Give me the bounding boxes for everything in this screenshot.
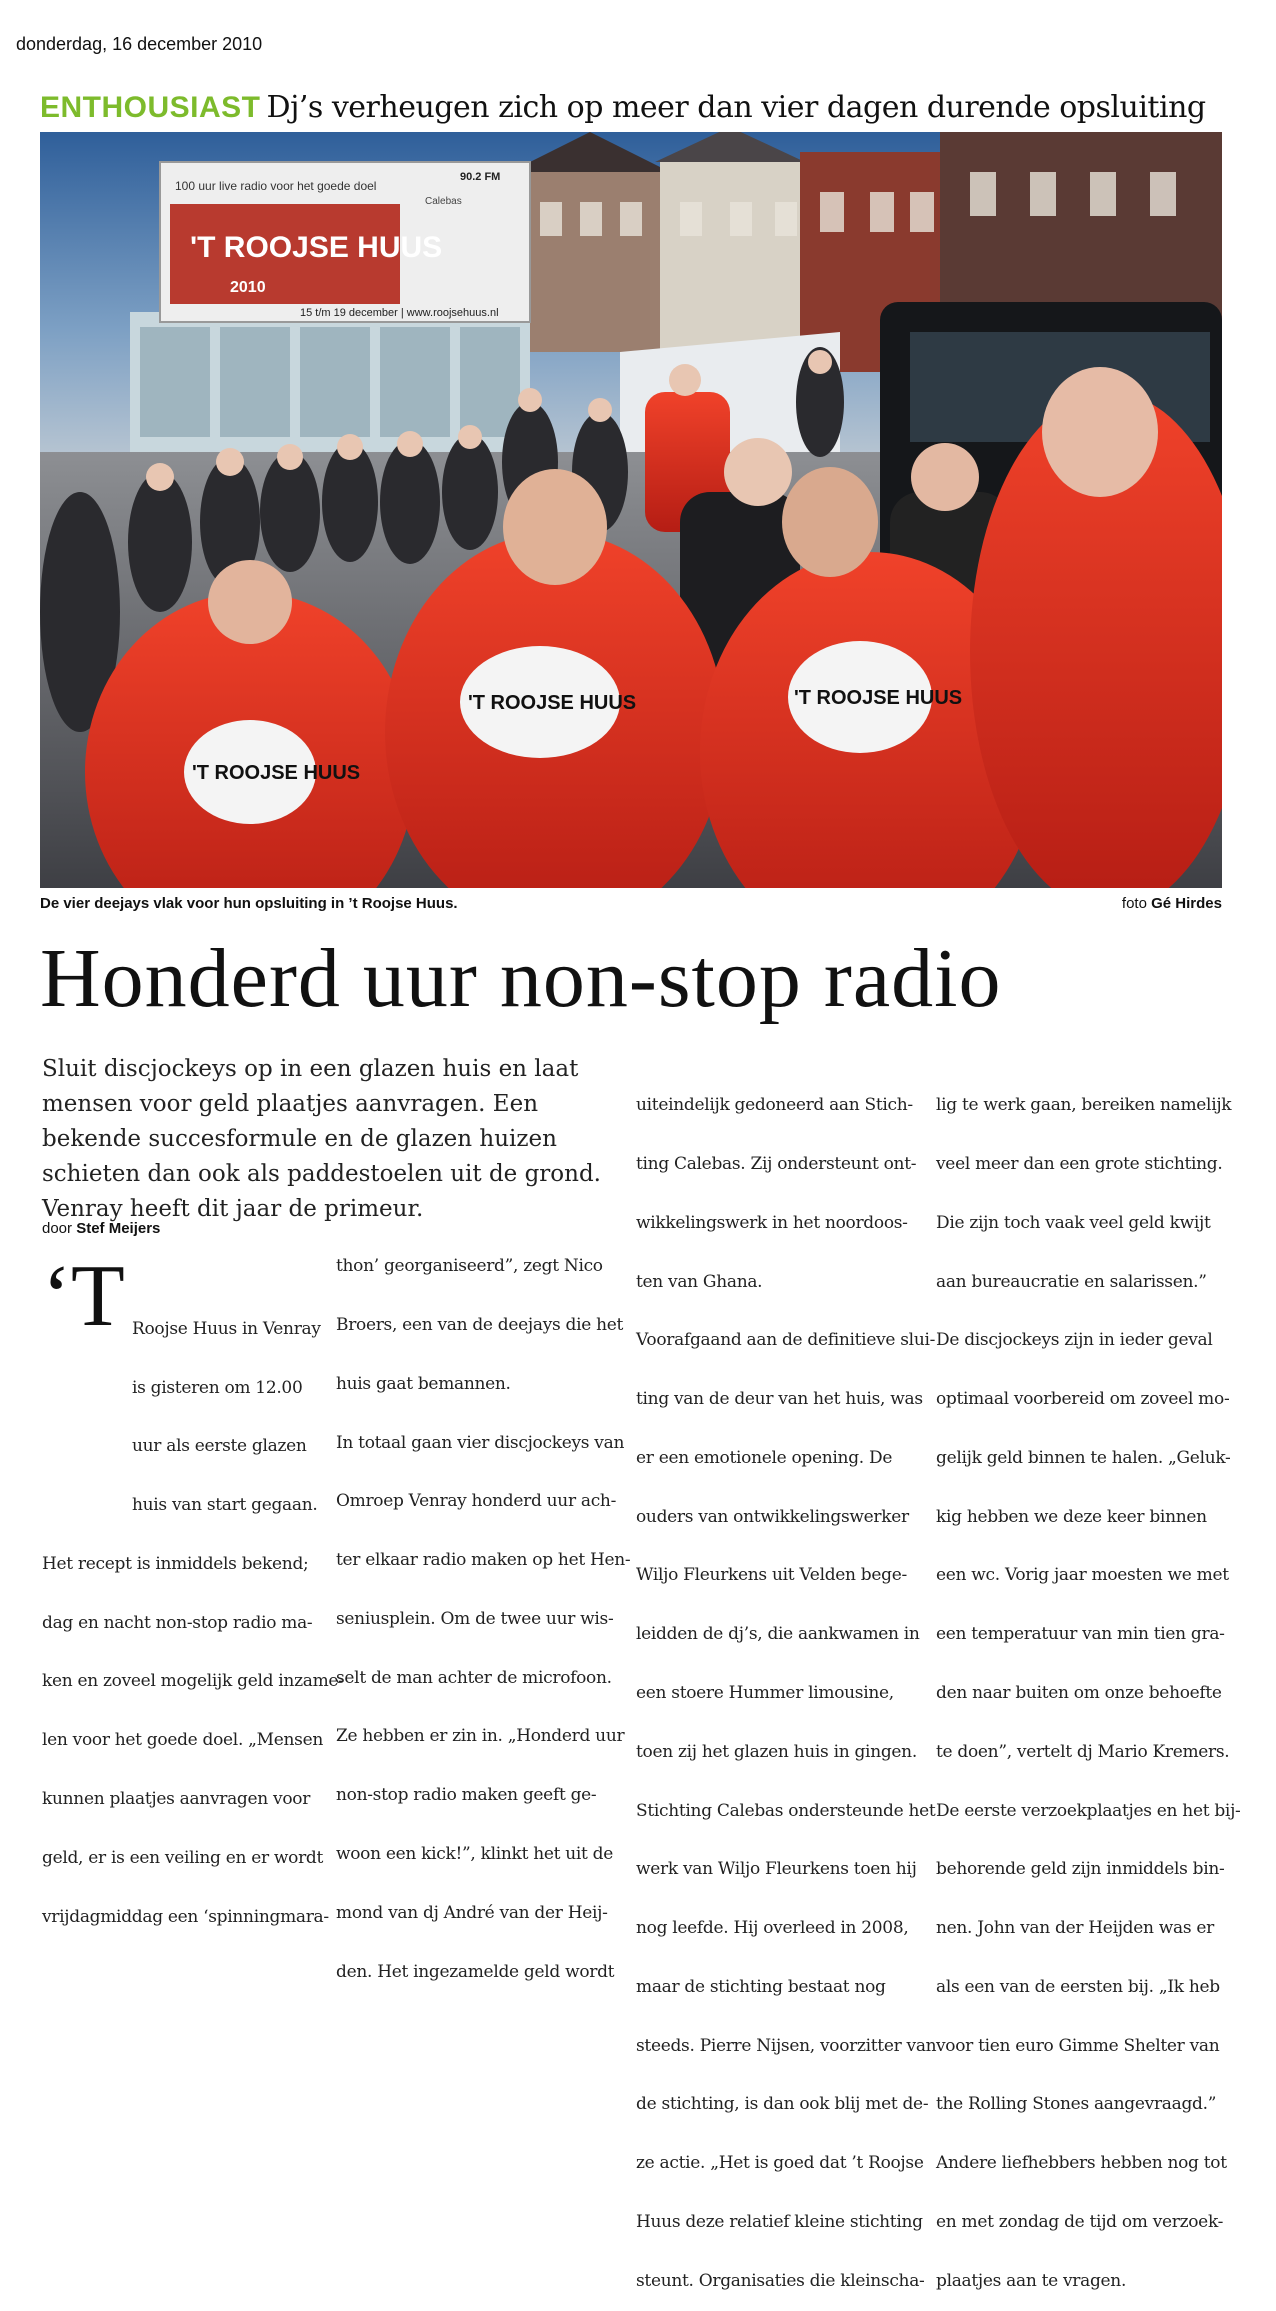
text-line: Roojse Huus in Venray: [132, 1318, 321, 1339]
text-line: een wc. Vorig jaar moesten we met: [936, 1565, 1229, 1586]
text-line: maar de stichting bestaat nog: [636, 1976, 886, 1997]
text-line: behorende geld zijn inmiddels bin-: [936, 1859, 1225, 1880]
text-line: geld, er is een veiling en er wordt: [42, 1847, 324, 1868]
text-line: er een emotionele opening. De: [636, 1447, 893, 1468]
photo-caption: De vier deejays vlak voor hun opsluiting in ’t Roojse Huus.: [40, 895, 458, 912]
text-line: De eerste verzoekplaatjes en het bij-: [936, 1800, 1241, 1821]
text-line: steeds. Pierre Nijsen, voorzitter van: [636, 2035, 937, 2056]
credit-name: Gé Hirdes: [1151, 895, 1222, 912]
text-line: den naar buiten om onze behoefte: [936, 1683, 1222, 1703]
text-line: vrijdagmiddag een ‘spinningmara-: [42, 1906, 329, 1927]
text-line: mond van dj André van der Heij-: [336, 1902, 608, 1923]
banner-line1: 100 uur live radio voor het goede doel: [175, 179, 377, 193]
text-line: ting van de deur van het huis, was: [636, 1389, 923, 1410]
text-line: dag en nacht non-stop radio ma-: [42, 1612, 313, 1633]
text-line: plaatjes aan te vragen.: [936, 2270, 1127, 2291]
jacket-logo-3: 'T ROOJSE HUUS: [794, 687, 963, 709]
text-line: Huus deze relatief kleine stichting: [636, 2212, 923, 2233]
text-line: Het recept is inmiddels bekend;: [42, 1553, 309, 1574]
article-column-2: [336, 1218, 631, 2002]
text-line: seniusplein. Om de twee uur wis-: [336, 1608, 614, 1629]
news-photo: [40, 132, 1222, 888]
text-line: leidden de dj’s, die aankwamen in: [636, 1624, 920, 1645]
text-line: In totaal gaan vier discjockeys van: [336, 1432, 625, 1453]
text-line: kunnen plaatjes aanvragen voor: [42, 1789, 311, 1810]
banner-dates: 15 t/m 19 december | www.roojsehuus.nl: [300, 307, 499, 319]
text-line: ten van Ghana.: [636, 1271, 763, 1292]
text-line: thon’ georganiseerd”, zegt Nico: [336, 1256, 603, 1277]
headline: Honderd uur non-stop radio: [40, 932, 1002, 1025]
text-line: steunt. Organisaties die kleinscha-: [636, 2270, 925, 2291]
text-line: en met zondag de tijd om verzoek-: [936, 2212, 1224, 2233]
text-line: toen zij het glazen huis in gingen.: [636, 1741, 917, 1762]
text-line: de stichting, is dan ook blij met de-: [636, 2094, 929, 2115]
text-line: Voorafgaand aan de definitieve slui-: [636, 1330, 936, 1351]
text-line: non-stop radio maken geeft ge-: [336, 1785, 597, 1806]
drop-cap: ‘T: [42, 1248, 125, 1345]
lead-paragraph: Sluit discjockeys op in een glazen huis en laat mensen voor geld plaatjes aanvragen. Een bekende succesformule en de glazen huizen schieten dan ook als paddestoelen uit de grond. Venray heeft dit jaar de primeur.: [42, 1056, 601, 1222]
text-line: als een van de eersten bij. „Ik heb: [936, 1976, 1220, 1997]
article-column-1: [42, 1248, 344, 1947]
banner-logo: 'T ROOJSE HUUS: [190, 231, 443, 264]
text-line: woon een kick!”, klinkt het uit de: [336, 1844, 614, 1864]
text-line: wikkelingswerk in het noordoos-: [636, 1212, 908, 1233]
text-line: ken en zoveel mogelijk geld inzame-: [42, 1671, 344, 1692]
byline-prefix: door: [42, 1220, 73, 1237]
text-line: Omroep Venray honderd uur ach-: [336, 1491, 617, 1512]
text-line: Andere liefhebbers hebben nog tot: [936, 2153, 1227, 2174]
byline: [42, 1220, 160, 1237]
text-line: nog leefde. Hij overleed in 2008,: [636, 1918, 909, 1939]
edition-date: donderdag, 16 december 2010: [16, 34, 263, 54]
text-line: Wiljo Fleurkens uit Velden bege-: [636, 1565, 907, 1586]
text-line: werk van Wiljo Fleurkens toen hij: [636, 1859, 917, 1880]
kicker: [40, 90, 1206, 125]
text-line: len voor het goede doel. „Mensen: [42, 1730, 324, 1751]
text-line: ouders van ontwikkelingswerker: [636, 1506, 909, 1527]
jacket-logo-2: 'T ROOJSE HUUS: [468, 692, 637, 714]
text-line: kig hebben we deze keer binnen: [936, 1506, 1207, 1527]
text-line: huis van start gegaan.: [132, 1495, 318, 1516]
article-column-4: [936, 1057, 1241, 2311]
text-line: Broers, een van de deejays die het: [336, 1314, 624, 1335]
text-line: the Rolling Stones aangevraagd.”: [936, 2094, 1217, 2115]
text-line: uiteindelijk gedoneerd aan Stich-: [636, 1095, 913, 1116]
text-line: is gisteren om 12.00: [132, 1377, 303, 1398]
text-line: veel meer dan een grote stichting.: [936, 1153, 1223, 1174]
text-line: ze actie. „Het is goed dat ’t Roojse: [636, 2153, 924, 2174]
text-line: selt de man achter de microfoon.: [336, 1667, 612, 1688]
credit-prefix: foto: [1121, 895, 1147, 912]
text-line: Stichting Calebas ondersteunde het: [636, 1800, 936, 1821]
photo-credit: [1122, 895, 1222, 912]
banner-calebas: Calebas: [425, 196, 462, 207]
text-line: lig te werk gaan, bereiken namelijk: [936, 1095, 1232, 1116]
text-line: ting Calebas. Zij ondersteunt ont-: [636, 1153, 917, 1174]
byline-author: Stef Meijers: [76, 1220, 161, 1237]
text-line: De discjockeys zijn in ieder geval: [936, 1330, 1213, 1351]
kicker-text: Dj’s verheugen zich op meer dan vier dagen durende opsluiting: [266, 90, 1206, 125]
jacket-logo-1: 'T ROOJSE HUUS: [192, 762, 361, 784]
text-line: uur als eerste glazen: [132, 1436, 307, 1457]
text-line: te doen”, vertelt dj Mario Kremers.: [936, 1741, 1230, 1762]
text-line: gelijk geld binnen te halen. „Geluk-: [936, 1447, 1231, 1468]
banner-year: 2010: [230, 279, 266, 296]
text-line: huis gaat bemannen.: [336, 1373, 511, 1394]
text-line: een stoere Hummer limousine,: [636, 1683, 894, 1703]
text-line: een temperatuur van min tien gra-: [936, 1624, 1225, 1645]
text-line: Die zijn toch vaak veel geld kwijt: [936, 1212, 1211, 1233]
text-line: Ze hebben er zin in. „Honderd uur: [336, 1726, 625, 1747]
text-line: voor tien euro Gimme Shelter van: [936, 2035, 1220, 2056]
kicker-tag: ENTHOUSIAST: [40, 91, 261, 124]
text-line: den. Het ingezamelde geld wordt: [336, 1961, 615, 1982]
text-line: optimaal voorbereid om zoveel mo-: [936, 1389, 1230, 1410]
text-line: ter elkaar radio maken op het Hen-: [336, 1550, 631, 1571]
text-line: nen. John van der Heijden was er: [936, 1918, 1214, 1939]
article-column-3: [636, 1057, 937, 2311]
banner-fm: 90.2 FM: [460, 171, 501, 183]
text-line: aan bureaucratie en salarissen.”: [936, 1271, 1207, 1292]
